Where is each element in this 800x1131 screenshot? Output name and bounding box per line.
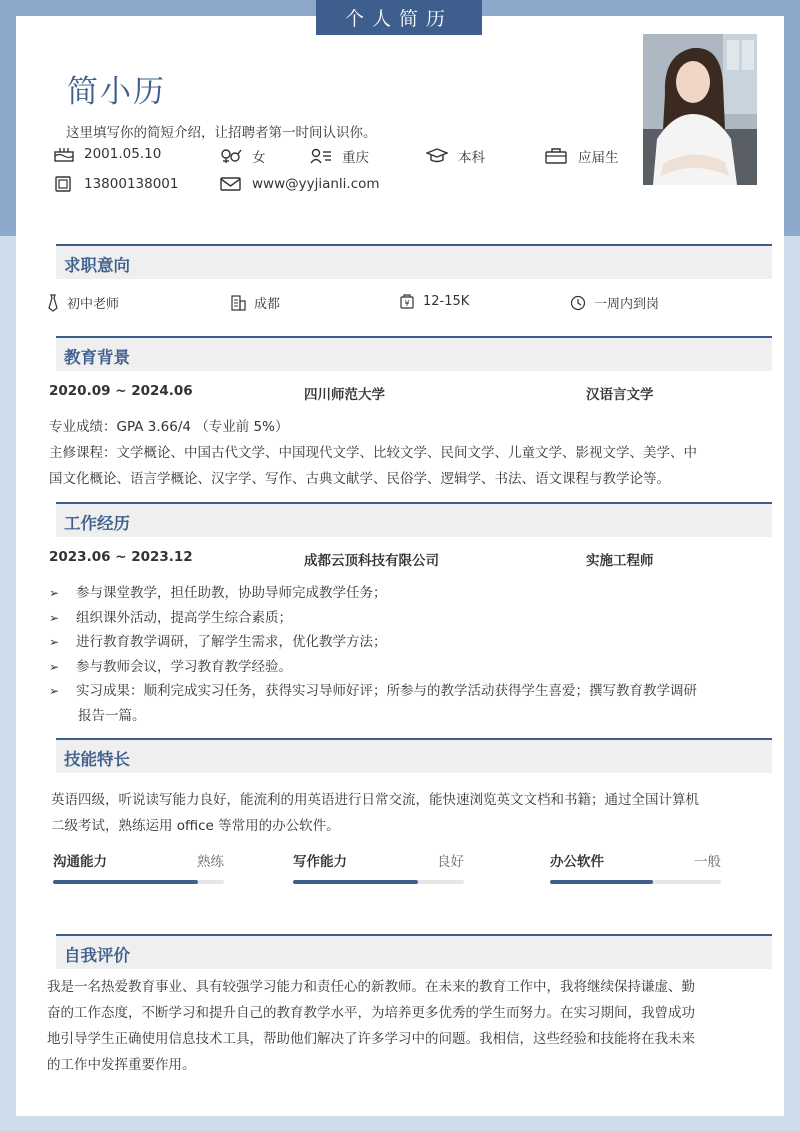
status-info <box>544 146 619 166</box>
education-school: 四川师范大学 <box>304 387 385 403</box>
birth-info <box>54 146 161 162</box>
education-courses-line2: 国文化概论、语言学概论、汉字学、写作、古典文献学、民俗学、逻辑学、书法、语文课程与教学论等。 <box>49 471 670 487</box>
self-line1: 我是一名热爱教育事业、具有较强学习能力和责任心的新教师。在未来的教育工作中，我将继续保持谦虚、勤 <box>47 979 695 995</box>
section-self-title: 自我评价 <box>64 946 130 965</box>
self-evaluation <box>47 974 747 1078</box>
arrow-bullet-icon: ➢ <box>49 610 60 625</box>
skills-line1: 英语四级，听说读写能力良好，能流利的用英语进行日常交流，能快速浏览英文文档和书籍；通过全国计算机 <box>51 792 699 808</box>
phone-value: 13800138001 <box>84 176 179 192</box>
intent-salary-value: 12-15K <box>423 293 470 309</box>
portrait-illustration <box>643 34 757 185</box>
phone-info <box>54 176 178 192</box>
intent-arrival-value: 一周内到岗 <box>594 297 660 312</box>
person-list-icon <box>310 148 332 164</box>
intent-salary <box>399 293 469 309</box>
skill-name: 办公软件 <box>550 854 604 870</box>
skill-name: 沟通能力 <box>53 854 107 870</box>
email-value: www@yyjianli.com <box>252 176 380 192</box>
candidate-intro: 这里填写你的简短介绍，让招聘者第一时间认识你。 <box>66 125 377 141</box>
section-education-title: 教育背景 <box>64 348 130 367</box>
degree-info <box>426 146 485 166</box>
graduation-cap-icon <box>426 148 448 164</box>
gender-info <box>220 146 266 166</box>
education-gpa: 专业成绩：GPA 3.66/4 （专业前 5%） <box>49 419 289 435</box>
skill-level: 一般 <box>694 854 721 870</box>
self-line3: 地引导学生正确使用信息技术工具，帮助他们解决了许多学习中的问题。我相信，这些经验和技能将在我未来 <box>47 1031 695 1047</box>
self-line4: 的工作中发挥重要作用。 <box>47 1057 196 1073</box>
gender-icon <box>220 148 242 164</box>
briefcase-icon <box>544 148 568 164</box>
education-period: 2020.09 ~ 2024.06 <box>49 383 193 399</box>
skill-bar-track <box>550 880 721 884</box>
section-intent-title: 求职意向 <box>64 256 130 275</box>
work-duty-item: ➢ 进行教育教学调研，了解学生需求，优化教学方法； <box>49 630 739 655</box>
intent-position-value: 初中老师 <box>67 297 120 312</box>
mail-icon <box>220 176 242 192</box>
skill-bar-track <box>293 880 464 884</box>
section-work-header <box>56 502 772 537</box>
clock-icon <box>570 295 586 311</box>
city-info <box>310 146 369 166</box>
section-skills-header <box>56 738 772 773</box>
skill-level: 良好 <box>437 854 464 870</box>
wallet-icon <box>399 293 415 309</box>
work-duty-item: ➢ 参与教师会议，学习教育教学经验。 <box>49 655 739 680</box>
svg-text:¥: ¥ <box>404 299 410 308</box>
resume-page <box>16 16 784 1116</box>
skill-level: 熟练 <box>197 854 224 870</box>
education-details <box>49 414 739 492</box>
work-duty-item: ➢ 实习成果：顺利完成实习任务，获得实习导师好评；所参与的教学活动获得学生喜爱；撰写教育教学调研 <box>49 679 739 704</box>
work-duty-item: ➢ 参与课堂教学，担任助教，协助导师完成教学任务； <box>49 581 739 606</box>
section-work-title: 工作经历 <box>64 514 130 533</box>
status-value: 应届生 <box>578 150 619 166</box>
tie-icon <box>47 294 59 312</box>
phone-icon <box>54 176 74 192</box>
email-info <box>220 176 380 192</box>
education-major: 汉语言文学 <box>586 387 654 403</box>
intent-city-value: 成都 <box>254 297 281 312</box>
section-skills-title: 技能特长 <box>64 750 130 769</box>
section-education-header <box>56 336 772 371</box>
intent-city <box>230 293 280 312</box>
skill-name: 写作能力 <box>293 854 347 870</box>
skill-bar-track <box>53 880 224 884</box>
skills-description <box>51 787 741 839</box>
arrow-bullet-icon: ➢ <box>49 684 60 698</box>
skill-bar-fill <box>53 880 198 884</box>
arrow-bullet-icon: ➢ <box>49 586 60 600</box>
arrow-bullet-icon: ➢ <box>49 659 60 674</box>
section-self-header <box>56 934 772 969</box>
intent-arrival <box>570 293 659 312</box>
work-period: 2023.06 ~ 2023.12 <box>49 549 193 565</box>
skills-line2: 二级考试，熟练运用 office 等常用的办公软件。 <box>51 818 340 834</box>
self-line2: 奋的工作态度，不断学习和提升自己的教育教学水平，为培养更多优秀的学生而努力。在实习期间，我曾成功 <box>47 1005 695 1021</box>
candidate-photo <box>643 34 757 185</box>
cake-icon <box>54 146 74 162</box>
work-duty-item-continuation: 报告一篇。 <box>78 707 146 724</box>
intent-position <box>47 293 119 312</box>
arrow-bullet-icon: ➢ <box>49 635 60 649</box>
work-duty-item: ➢ 组织课外活动，提高学生综合素质； <box>49 606 739 631</box>
work-role: 实施工程师 <box>586 553 654 569</box>
work-company: 成都云顶科技有限公司 <box>304 553 439 569</box>
building-icon <box>230 295 246 311</box>
resume-title-tab: 个人简历 <box>316 0 482 35</box>
city-value: 重庆 <box>342 150 369 166</box>
education-courses-line1: 主修课程：文学概论、中国古代文学、中国现代文学、比较文学、民间文学、儿童文学、影视文学、美学、中 <box>49 445 697 461</box>
section-intent-header <box>56 244 772 279</box>
birth-value: 2001.05.10 <box>84 146 162 162</box>
work-duties-list <box>49 581 739 728</box>
gender-value: 女 <box>252 150 266 166</box>
skill-bar-fill <box>550 880 653 884</box>
degree-value: 本科 <box>458 150 485 166</box>
candidate-name: 简小历 <box>67 74 166 110</box>
skill-bar-fill <box>293 880 418 884</box>
